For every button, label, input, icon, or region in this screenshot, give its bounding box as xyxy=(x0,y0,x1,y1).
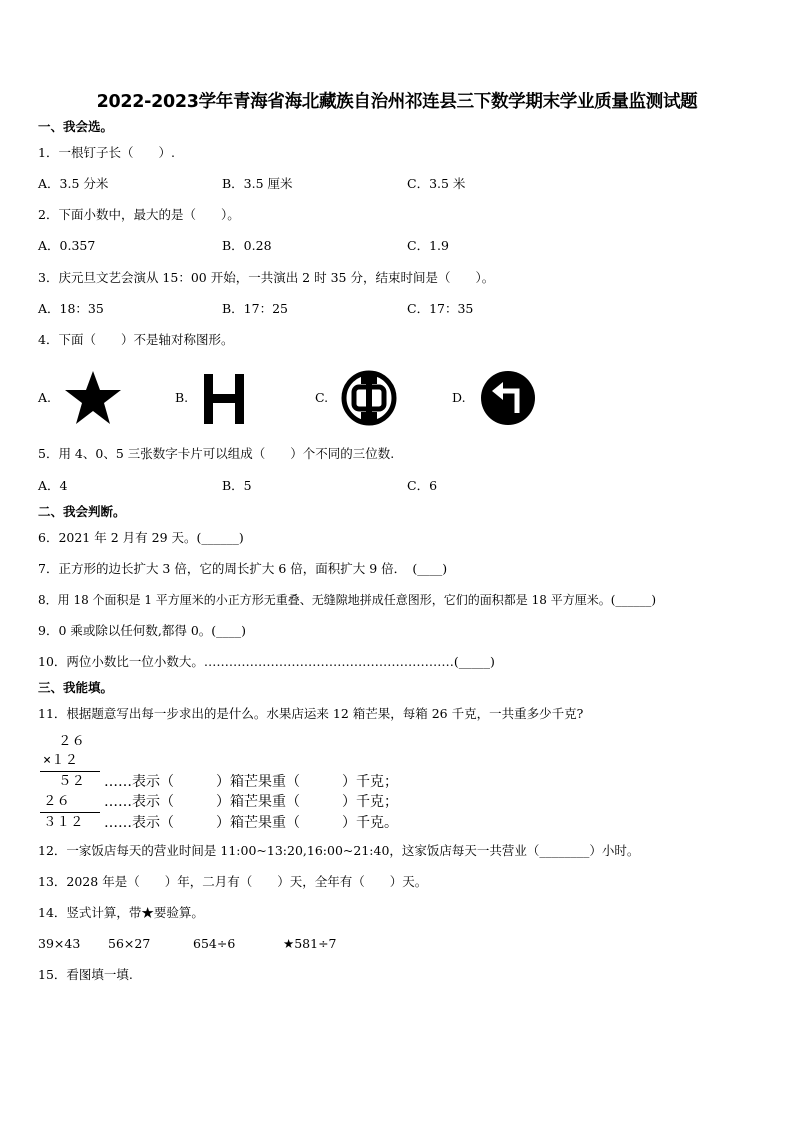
expression-1: 39×43 xyxy=(38,936,81,951)
calc-partial-2: ２６ xyxy=(43,793,70,809)
calc-partial-1: ５２ xyxy=(58,773,85,789)
letter-h-icon xyxy=(202,374,246,424)
q4-option-c-label[interactable]: C. xyxy=(315,390,329,405)
question-7: 7．正方形的边长扩大 3 倍，它的周长扩大 6 倍，面积扩大 9 倍． (____) xyxy=(38,561,448,576)
question-1: 1．一根钉子长（ ）. xyxy=(38,145,175,160)
q4-option-a-label[interactable]: A. xyxy=(38,390,52,405)
question-6: 6．2021 年 2 月有 29 天。(______) xyxy=(38,530,244,545)
q2-option-c[interactable]: C．1.9 xyxy=(407,238,449,253)
question-12: 12．一家饭店每天的营业时间是 11:00~13:20,16:00~21:40，这家饭店每天一共营业（________）小时。 xyxy=(38,843,640,858)
question-5: 5．用 4、0、5 三张数字卡片可以组成（ ）个不同的三位数. xyxy=(38,446,395,461)
section-2-heading: 二、我会判断。 xyxy=(38,504,126,519)
q5-option-a[interactable]: A．4 xyxy=(38,478,68,493)
q3-option-c[interactable]: C．17：35 xyxy=(407,301,474,316)
calc-note-1: ……表示（ ）箱芒果重（ ）千克； xyxy=(104,774,398,790)
q1-option-b[interactable]: B．3.5 厘米 xyxy=(222,176,293,191)
question-9: 9．0 乘或除以任何数,都得 0。(____) xyxy=(38,623,247,638)
question-10: 10．两位小数比一位小数大。……………………………………………………(_____) xyxy=(38,654,495,669)
section-1-heading: 一、我会选。 xyxy=(38,119,114,134)
calc-note-3: ……表示（ ）箱芒果重（ ）千克。 xyxy=(104,815,398,831)
calc-multiplicand: ２６ xyxy=(58,733,85,749)
expression-2: 56×27 xyxy=(108,936,151,951)
section-3-heading: 三、我能填。 xyxy=(38,680,114,695)
question-8: 8．用 18 个面积是 1 平方厘米的小正方形无重叠、无缝隙地拼成任意图形，它们的面积都是 18 平方厘米。(______) xyxy=(38,593,657,607)
bank-logo-icon xyxy=(340,369,398,427)
turn-left-sign-icon xyxy=(479,369,537,427)
calc-note-2: ……表示（ ）箱芒果重（ ）千克； xyxy=(104,794,398,810)
star-icon xyxy=(62,369,124,427)
q1-option-a[interactable]: A．3.5 分米 xyxy=(38,176,109,191)
expression-3: 654÷6 xyxy=(193,936,236,951)
q2-option-a[interactable]: A．0.357 xyxy=(38,238,96,253)
question-14: 14．竖式计算，带★要验算。 xyxy=(38,905,204,920)
question-13: 13．2028 年是（ ）年，二月有（ ）天，全年有（ ）天。 xyxy=(38,874,428,889)
q3-option-a[interactable]: A．18：35 xyxy=(38,301,104,316)
question-15: 15．看图填一填. xyxy=(38,967,133,982)
question-11: 11．根据题意写出每一步求出的是什么。水果店运来 12 箱芒果，每箱 26 千克，一共重多少千克? xyxy=(38,706,584,721)
calc-rule-1 xyxy=(40,771,100,772)
q1-option-c[interactable]: C．3.5 米 xyxy=(407,176,466,191)
calc-rule-2 xyxy=(40,812,100,813)
q3-option-b[interactable]: B．17：25 xyxy=(222,301,288,316)
page-title: 2022-2023学年青海省海北藏族自治州祁连县三下数学期末学业质量监测试题 xyxy=(96,92,698,112)
calc-multiplier: ×１２ xyxy=(43,752,79,768)
q5-option-b[interactable]: B．5 xyxy=(222,478,252,493)
expression-4: ★581÷7 xyxy=(283,936,337,951)
calc-product: ３１２ xyxy=(43,814,84,830)
question-2: 2．下面小数中，最大的是（ ）。 xyxy=(38,207,240,222)
q5-option-c[interactable]: C．6 xyxy=(407,478,438,493)
question-3: 3．庆元旦文艺会演从 15：00 开始，一共演出 2 时 35 分，结束时间是（ ）。 xyxy=(38,270,495,285)
q2-option-b[interactable]: B．0.28 xyxy=(222,238,272,253)
question-4: 4．下面（ ）不是轴对称图形。 xyxy=(38,332,234,347)
q4-option-d-label[interactable]: D. xyxy=(452,390,466,405)
q4-option-b-label[interactable]: B. xyxy=(175,390,189,405)
